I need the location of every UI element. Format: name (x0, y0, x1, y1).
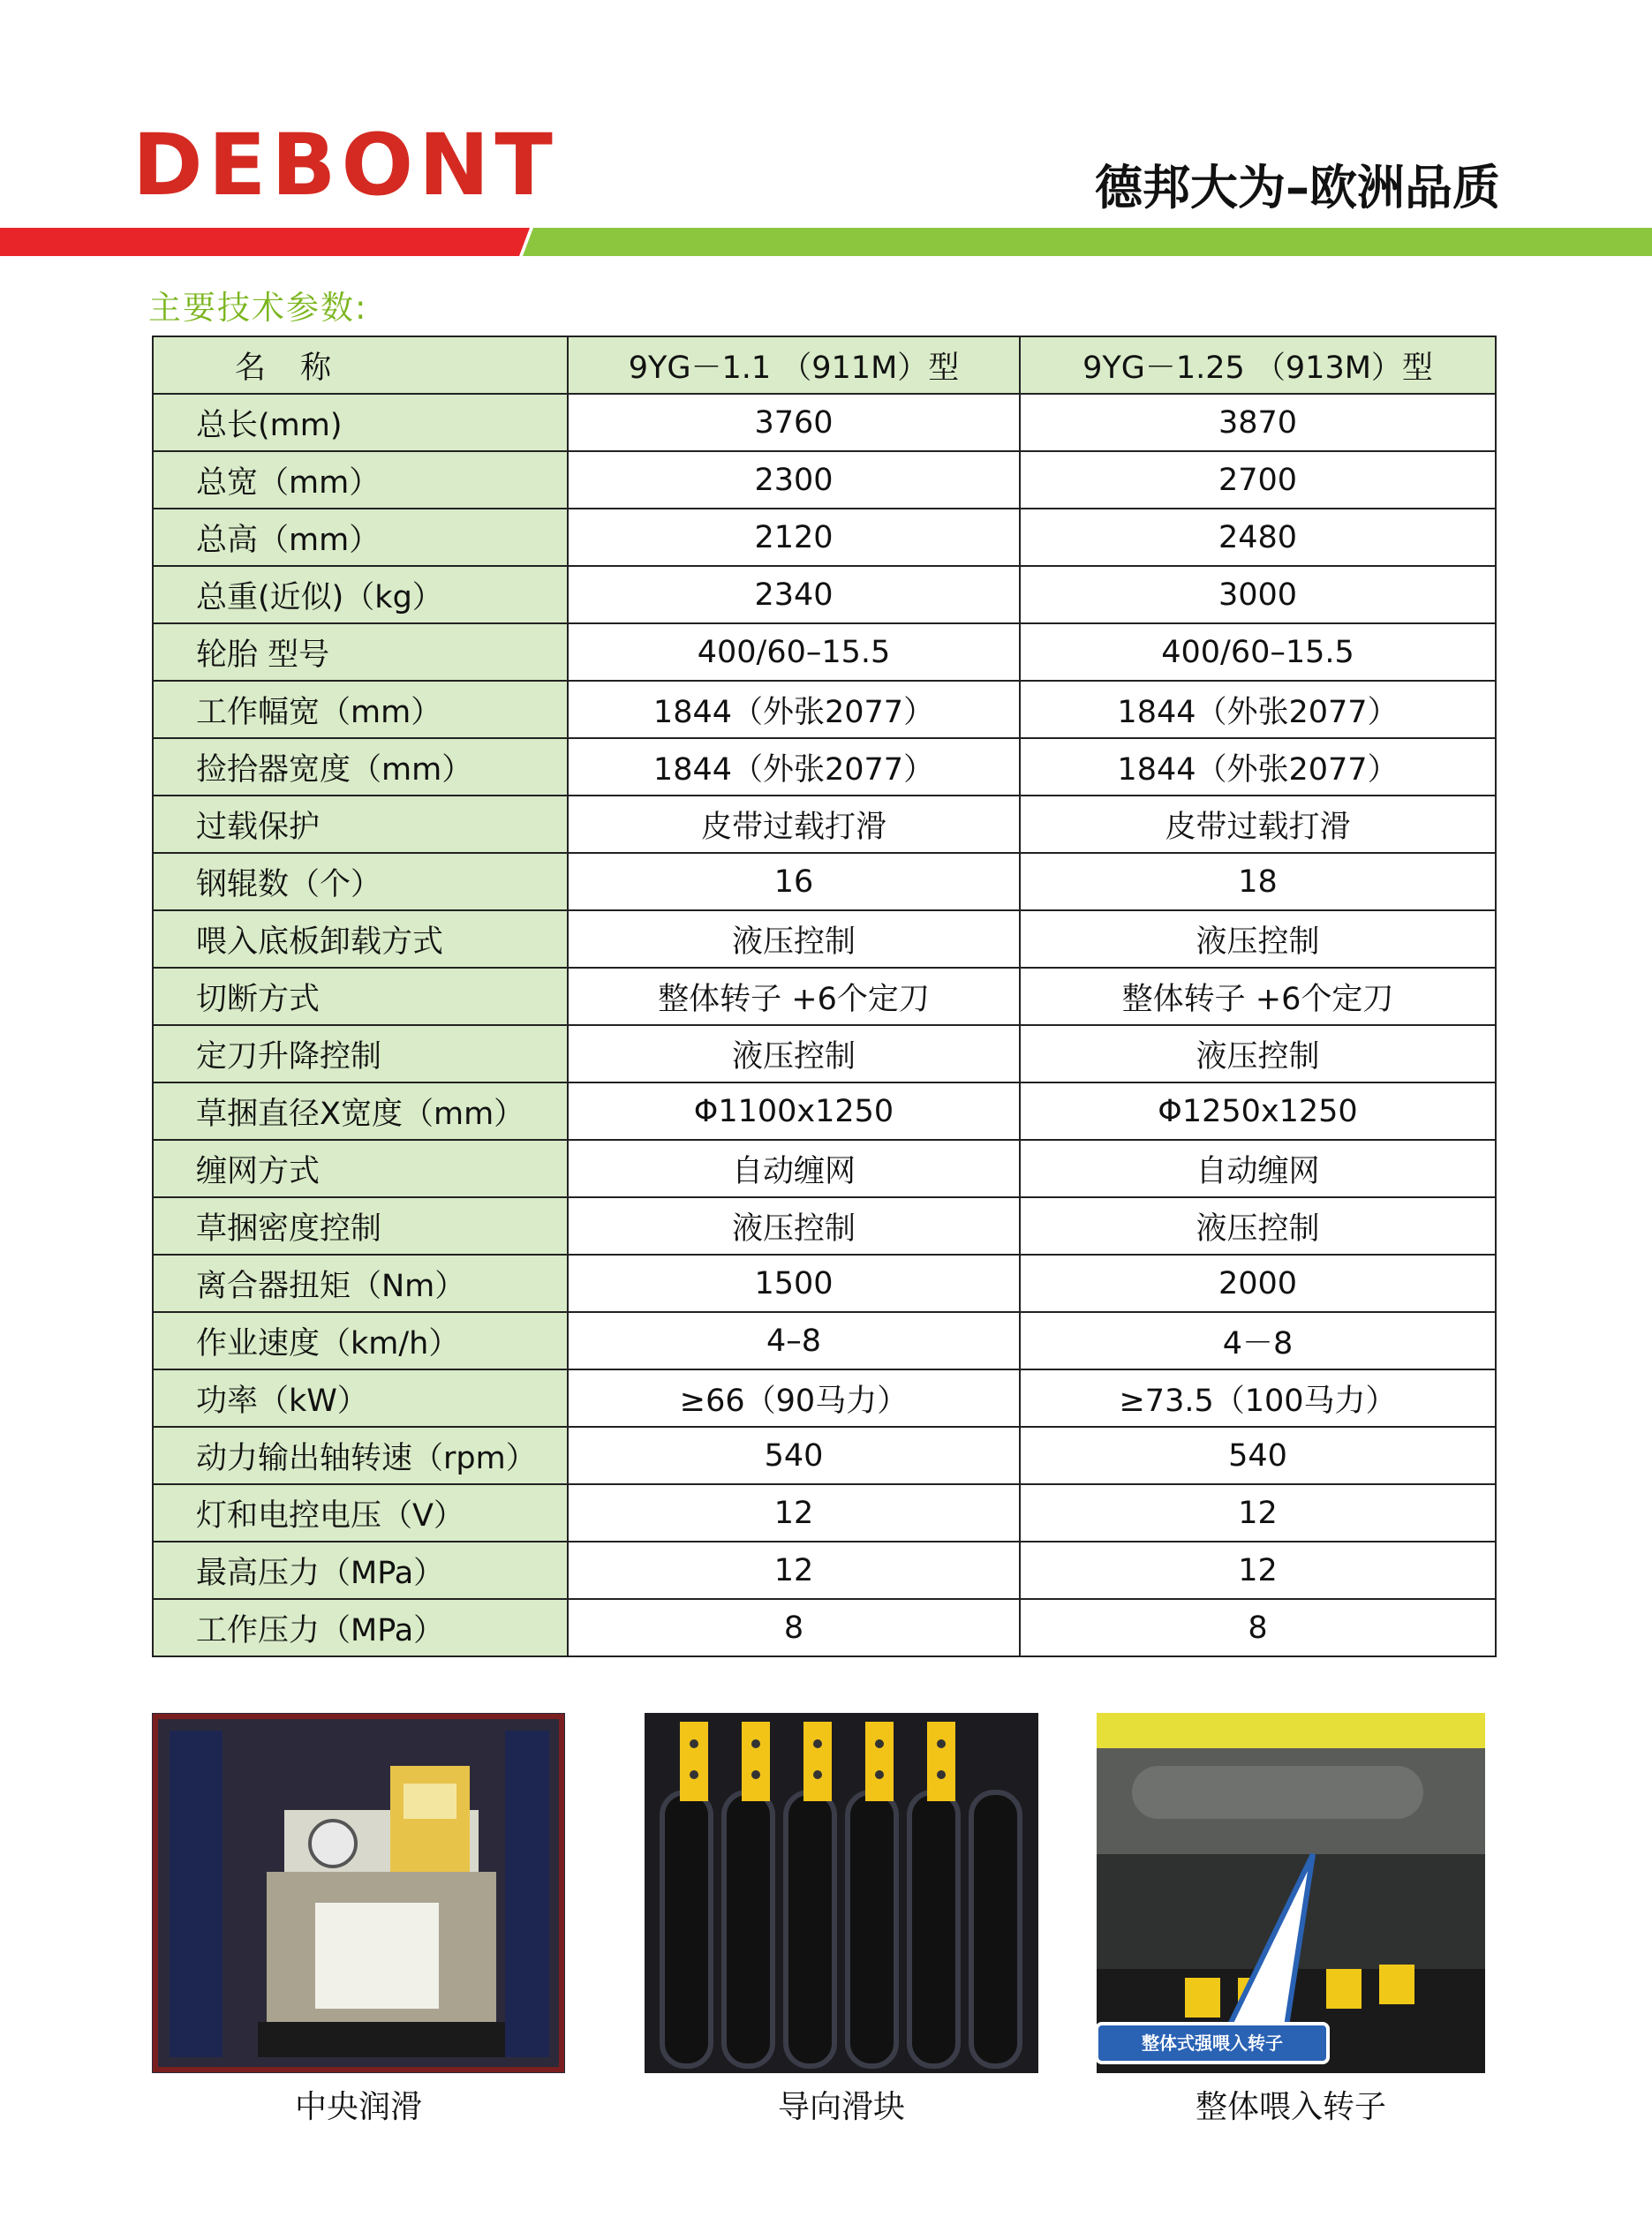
spec-value-913m: 12 (1020, 1484, 1496, 1542)
spec-label: 草捆直径X宽度（mm） (153, 1082, 568, 1140)
debont-logo (132, 116, 558, 215)
photo-central-lubrication (152, 1713, 565, 2073)
table-row (153, 451, 1496, 509)
spec-value-911m: Φ1100x1250 (568, 1082, 1020, 1140)
spec-value-913m: 3000 (1020, 566, 1496, 623)
slogan: 德邦大为–欧洲品质 (1095, 160, 1500, 215)
spec-value-911m: 1500 (568, 1255, 1020, 1312)
spec-value-913m: 2480 (1020, 509, 1496, 566)
caption-central-lubrication: 中央润滑 (294, 2089, 422, 2125)
table-row (153, 623, 1496, 681)
header-model-911m: 9YG－1.1 （911M）型 (568, 336, 1020, 394)
spec-table-body (153, 394, 1496, 1656)
table-row (153, 796, 1496, 853)
table-row (153, 1312, 1496, 1369)
spec-value-911m: 4–8 (568, 1312, 1020, 1369)
spec-label: 捡拾器宽度（mm） (153, 738, 568, 796)
spec-value-911m: 2300 (568, 451, 1020, 509)
spec-label: 草捆密度控制 (153, 1197, 568, 1255)
spec-value-913m: 3870 (1020, 394, 1496, 451)
spec-label: 钢辊数（个） (153, 853, 568, 910)
caption-feed-rotor: 整体喂入转子 (1195, 2089, 1386, 2125)
brand-color-bar (0, 228, 1652, 256)
spec-value-913m: 1844（外张2077） (1020, 681, 1496, 738)
spec-label: 功率（kW） (153, 1369, 568, 1427)
spec-value-913m: 液压控制 (1020, 910, 1496, 968)
spec-label: 最高压力（MPa） (153, 1542, 568, 1599)
spec-value-911m: 540 (568, 1427, 1020, 1484)
spec-label: 离合器扭矩（Nm） (153, 1255, 568, 1312)
feed-rotor-overlay-label: 整体式强喂入转子 (1142, 2033, 1283, 2054)
table-row (153, 1484, 1496, 1542)
table-row (153, 1427, 1496, 1484)
table-row (153, 1542, 1496, 1599)
guide-slider-photo (645, 1713, 1038, 2073)
table-row (153, 394, 1496, 451)
header-model-913m: 9YG－1.25 （913M）型 (1020, 336, 1496, 394)
spec-table (152, 336, 1497, 1657)
table-row (153, 566, 1496, 623)
table-row (153, 910, 1496, 968)
spec-value-913m: 400/60–15.5 (1020, 623, 1496, 681)
spec-label: 工作幅宽（mm） (153, 681, 568, 738)
spec-label: 轮胎 型号 (153, 623, 568, 681)
spec-label: 工作压力（MPa） (153, 1599, 568, 1656)
logo-text: DEBONT (132, 116, 558, 215)
spec-value-911m: 2120 (568, 509, 1020, 566)
table-row (153, 1197, 1496, 1255)
table-row (153, 1140, 1496, 1197)
spec-value-911m: 400/60–15.5 (568, 623, 1020, 681)
spec-label: 灯和电控电压（V） (153, 1484, 568, 1542)
spec-label: 总长(mm) (153, 394, 568, 451)
spec-value-911m: 2340 (568, 566, 1020, 623)
spec-label: 作业速度（km/h） (153, 1312, 568, 1369)
lubrication-unit-photo (152, 1713, 565, 2073)
spec-value-911m: 16 (568, 853, 1020, 910)
spec-value-911m: 12 (568, 1542, 1020, 1599)
spec-value-913m: 12 (1020, 1542, 1496, 1599)
spec-value-911m: 8 (568, 1599, 1020, 1656)
table-row (153, 853, 1496, 910)
table-row (153, 681, 1496, 738)
photo-feed-rotor (1097, 1713, 1485, 2073)
spec-value-911m: 自动缠网 (568, 1140, 1020, 1197)
spec-value-911m: 皮带过载打滑 (568, 796, 1020, 853)
spec-label: 切断方式 (153, 968, 568, 1025)
feed-rotor-photo (1097, 1713, 1485, 2073)
caption-guide-slider: 导向滑块 (777, 2089, 905, 2125)
spec-label: 缠网方式 (153, 1140, 568, 1197)
spec-label: 喂入底板卸载方式 (153, 910, 568, 968)
spec-value-911m: 液压控制 (568, 1025, 1020, 1082)
table-row (153, 509, 1496, 566)
spec-value-913m: 2700 (1020, 451, 1496, 509)
spec-value-911m: ≥66（90马力） (568, 1369, 1020, 1427)
table-row (153, 968, 1496, 1025)
spec-value-913m: 自动缠网 (1020, 1140, 1496, 1197)
table-header-row (153, 336, 1496, 394)
spec-value-913m: 皮带过载打滑 (1020, 796, 1496, 853)
spec-value-911m: 整体转子 +6个定刀 (568, 968, 1020, 1025)
table-row (153, 738, 1496, 796)
spec-value-913m: 液压控制 (1020, 1025, 1496, 1082)
spec-value-913m: 8 (1020, 1599, 1496, 1656)
spec-label: 动力输出轴转速（rpm） (153, 1427, 568, 1484)
table-row (153, 1369, 1496, 1427)
spec-label: 总重(近似)（kg） (153, 566, 568, 623)
table-row (153, 1599, 1496, 1656)
spec-value-911m: 12 (568, 1484, 1020, 1542)
header-name: 名 称 (153, 336, 568, 394)
spec-label: 总宽（mm） (153, 451, 568, 509)
spec-label: 总高（mm） (153, 509, 568, 566)
table-row (153, 1025, 1496, 1082)
photo-guide-slider (645, 1713, 1038, 2073)
spec-label: 定刀升降控制 (153, 1025, 568, 1082)
spec-value-913m: 4－8 (1020, 1312, 1496, 1369)
spec-value-913m: 1844（外张2077） (1020, 738, 1496, 796)
spec-value-911m: 1844（外张2077） (568, 738, 1020, 796)
spec-value-913m: ≥73.5（100马力） (1020, 1369, 1496, 1427)
spec-value-911m: 液压控制 (568, 910, 1020, 968)
spec-value-913m: 18 (1020, 853, 1496, 910)
spec-value-911m: 3760 (568, 394, 1020, 451)
section-title: 主要技术参数: (148, 289, 368, 327)
spec-value-913m: 540 (1020, 1427, 1496, 1484)
spec-value-911m: 1844（外张2077） (568, 681, 1020, 738)
spec-value-913m: 2000 (1020, 1255, 1496, 1312)
spec-value-911m: 液压控制 (568, 1197, 1020, 1255)
spec-value-913m: Φ1250x1250 (1020, 1082, 1496, 1140)
spec-value-913m: 液压控制 (1020, 1197, 1496, 1255)
table-row (153, 1082, 1496, 1140)
table-row (153, 1255, 1496, 1312)
spec-value-913m: 整体转子 +6个定刀 (1020, 968, 1496, 1025)
spec-label: 过载保护 (153, 796, 568, 853)
